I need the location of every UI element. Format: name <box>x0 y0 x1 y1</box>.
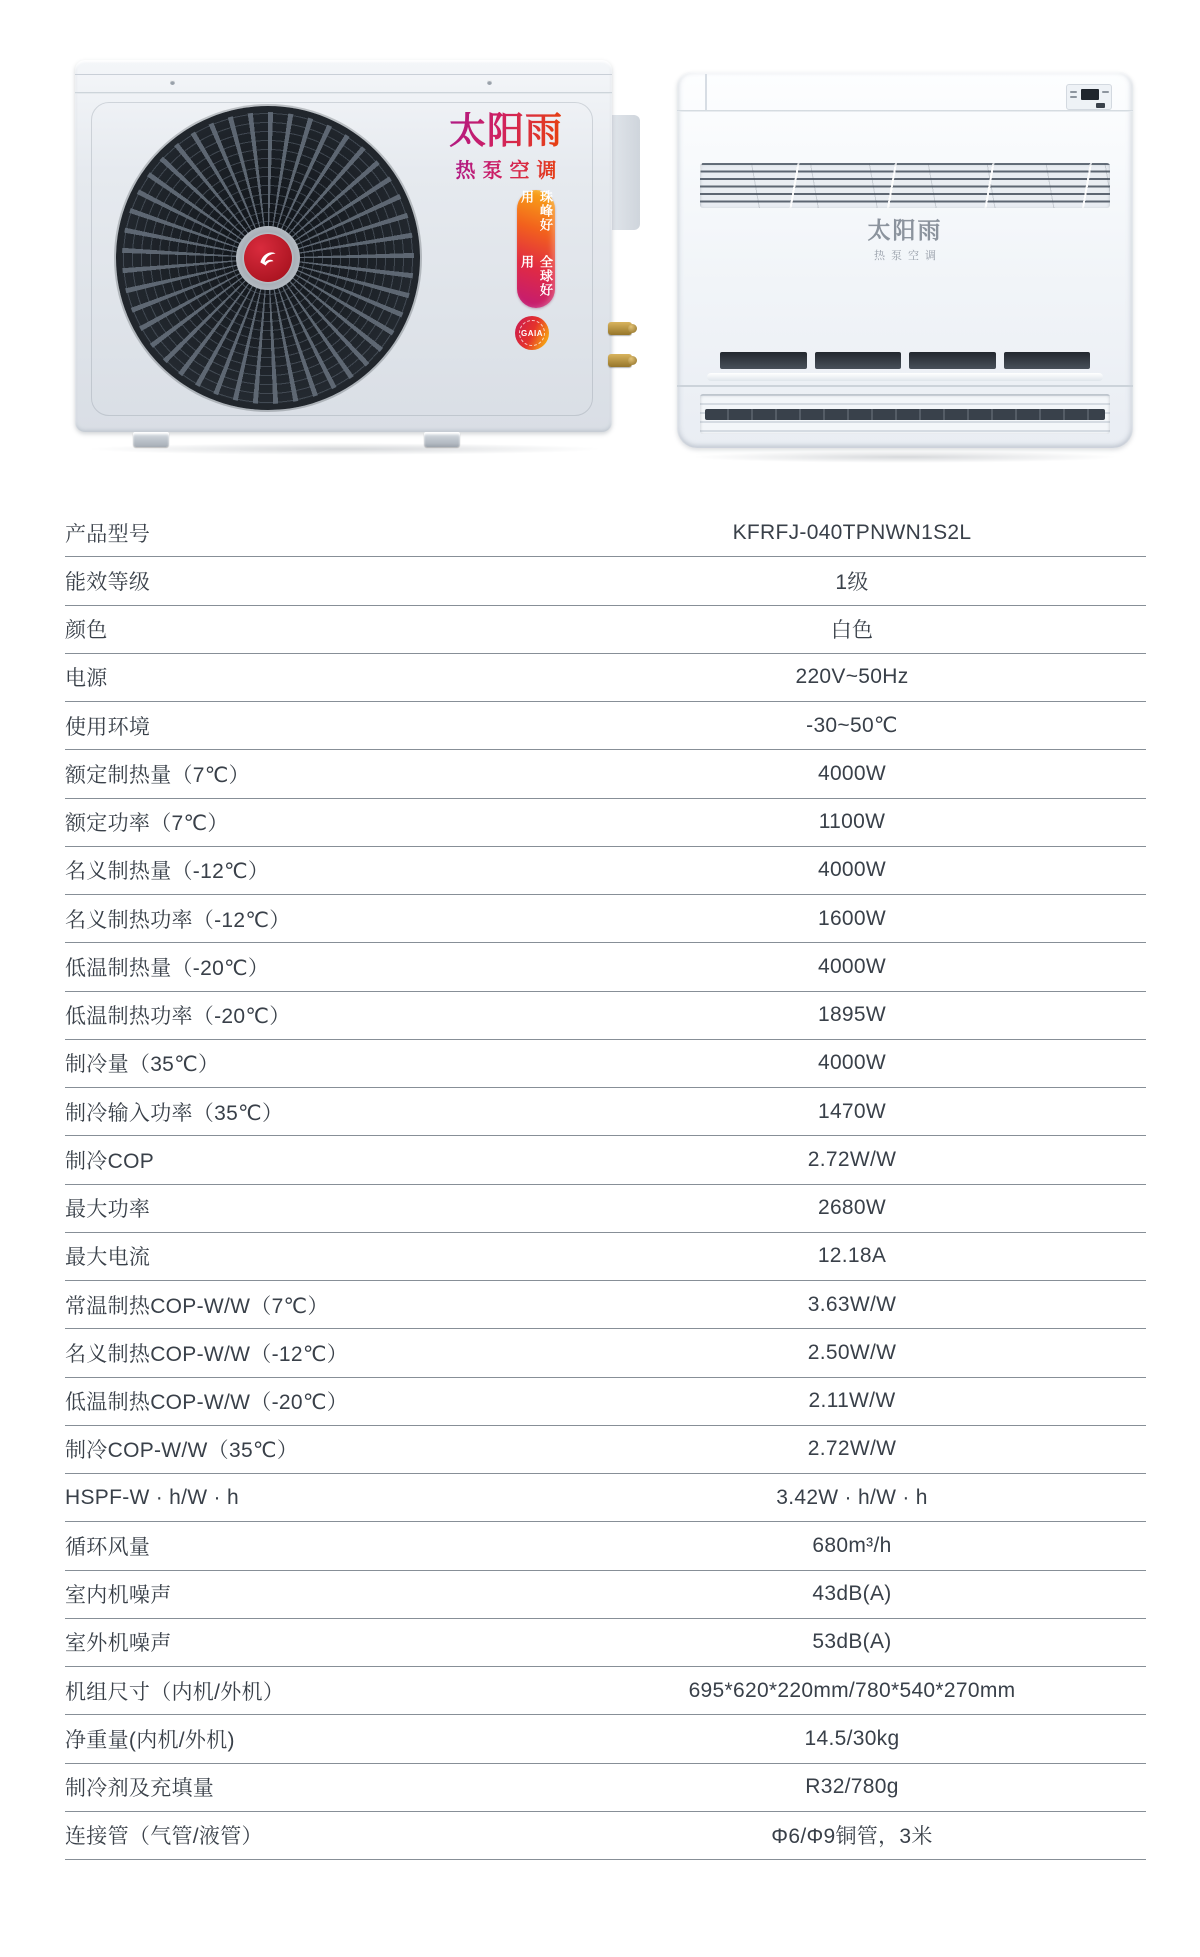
air-inlet-grille <box>700 163 1110 208</box>
spec-label: 额定功率（7℃） <box>65 812 229 836</box>
spec-row <box>65 1329 1146 1377</box>
spec-value: 2.72W/W <box>807 1147 897 1171</box>
spec-label: 最大功率 <box>65 1198 151 1222</box>
spec-label: 连接管（气管/液管） <box>65 1825 263 1849</box>
spec-row <box>65 799 1146 847</box>
spec-label: 额定制热量（7℃） <box>65 763 250 787</box>
spec-row <box>65 1088 1146 1136</box>
spec-label: 低温制热COP-W/W（-20℃） <box>65 1391 349 1415</box>
spec-row <box>65 1474 1146 1522</box>
spec-label: 名义制热功率（-12℃） <box>65 908 291 932</box>
spec-label: 低温制热量（-20℃） <box>65 956 270 980</box>
spec-label: 室外机噪声 <box>65 1632 172 1656</box>
spec-value: 1级 <box>835 570 869 594</box>
control-button <box>1096 103 1105 108</box>
spec-label: 机组尺寸（内机/外机） <box>65 1680 285 1704</box>
outdoor-unit-photo <box>75 60 612 432</box>
spec-value: 695*620*220mm/780*540*270mm <box>688 1678 1016 1702</box>
spec-value: -30~50℃ <box>806 714 898 738</box>
spec-row <box>65 992 1146 1040</box>
spec-label: 名义制热量（-12℃） <box>65 860 270 884</box>
spec-label: 净重量(内机/外机) <box>65 1728 235 1752</box>
control-label <box>1070 91 1077 93</box>
spec-value: 2.11W/W <box>808 1389 896 1413</box>
spec-row <box>65 750 1146 798</box>
spec-value: 4000W <box>817 954 887 978</box>
indoor-unit-photo <box>677 72 1133 448</box>
spec-value: 14.5/30kg <box>804 1726 900 1750</box>
spec-row <box>65 1233 1146 1281</box>
refrigerant-valve-icon <box>608 354 632 367</box>
spec-row <box>65 943 1146 991</box>
spec-value: 1895W <box>817 1003 887 1027</box>
spec-value: 220V~50Hz <box>795 665 909 689</box>
spec-label: 常温制热COP-W/W（7℃） <box>65 1294 329 1318</box>
bottom-grille-band <box>705 409 1105 420</box>
spec-label: 颜色 <box>65 619 108 643</box>
spec-value: KFRFJ-040TPNWN1S2L <box>732 520 972 544</box>
spec-label: 能效等级 <box>65 570 151 594</box>
spec-label: 制冷输入功率（35℃） <box>65 1101 284 1125</box>
slogan-badge <box>517 190 555 308</box>
spec-row <box>65 1812 1146 1860</box>
spec-label: 制冷剂及充填量 <box>65 1777 215 1801</box>
spec-value: R32/780g <box>805 1775 899 1799</box>
spec-row <box>65 1571 1146 1619</box>
spec-value: 53dB(A) <box>812 1630 892 1654</box>
control-panel <box>1066 84 1112 110</box>
spec-label: 使用环境 <box>65 715 151 739</box>
spec-value: 2.50W/W <box>807 1340 897 1364</box>
spec-value: 1600W <box>817 906 887 930</box>
spec-value: 4000W <box>817 1051 887 1075</box>
refrigerant-valve-icon <box>608 322 632 335</box>
spec-label: 制冷COP-W/W（35℃） <box>65 1439 299 1463</box>
spec-row <box>65 606 1146 654</box>
spec-label: 电源 <box>65 667 108 691</box>
spec-value: Φ6/Φ9铜管，3米 <box>771 1825 933 1849</box>
air-outlet <box>720 352 1090 369</box>
spec-value: 43dB(A) <box>812 1582 892 1606</box>
spec-label: 产品型号 <box>65 522 151 546</box>
spec-row <box>65 1764 1146 1812</box>
indoor-cap-seam <box>677 110 1133 112</box>
spec-row <box>65 509 1146 557</box>
spec-label: 最大电流 <box>65 1246 151 1270</box>
air-outlet-lip <box>707 373 1103 381</box>
spec-value: 白色 <box>830 619 874 643</box>
spec-value: 3.42W · h/W · h <box>776 1485 928 1509</box>
fan-hub-logo-icon <box>244 234 292 282</box>
spec-row <box>65 654 1146 702</box>
spec-value: 4000W <box>817 761 887 785</box>
spec-value: 4000W <box>817 858 887 882</box>
spec-row <box>65 1715 1146 1763</box>
indoor-lid-seam <box>705 74 707 110</box>
spec-value: 1470W <box>817 1099 887 1123</box>
spec-label: 制冷COP <box>65 1149 155 1173</box>
spec-label: HSPF-W · h/W · h <box>65 1485 239 1509</box>
spec-value: 1100W <box>818 810 886 834</box>
spec-row <box>65 557 1146 605</box>
gaia-label: GAIA <box>519 320 545 346</box>
brand-subtitle: 热泵空调 <box>874 250 942 262</box>
spec-label: 名义制热COP-W/W（-12℃） <box>65 1342 349 1366</box>
bottom-grille <box>700 394 1110 434</box>
fan-hub <box>236 226 300 290</box>
spec-value: 680m³/h <box>812 1533 892 1557</box>
slogan-line2: 全球好用 <box>519 254 553 297</box>
spec-label: 循环风量 <box>65 1535 151 1559</box>
spec-row <box>65 1281 1146 1329</box>
brand-subtitle: 热泵空调 <box>445 154 574 183</box>
indoor-body-seam <box>677 385 1133 387</box>
spec-label: 低温制热功率（-20℃） <box>65 1005 291 1029</box>
gaia-badge <box>515 316 549 350</box>
spec-row <box>65 1185 1146 1233</box>
spec-row <box>65 1378 1146 1426</box>
outdoor-shadow <box>85 443 605 455</box>
control-label <box>1102 91 1109 93</box>
spec-row <box>65 1522 1146 1570</box>
spec-value: 3.63W/W <box>807 1292 897 1316</box>
spec-row <box>65 1426 1146 1474</box>
spec-row <box>65 1667 1146 1715</box>
spec-row <box>65 1040 1146 1088</box>
brand-name: 太阳雨 <box>867 217 943 243</box>
brand-name: 太阳雨 <box>438 112 574 151</box>
control-display <box>1081 89 1099 100</box>
spec-row <box>65 1619 1146 1667</box>
slogan-line1: 珠峰好用 <box>519 190 553 232</box>
spec-row <box>65 847 1146 895</box>
spec-row <box>65 702 1146 750</box>
brand-logo-outdoor <box>438 112 574 183</box>
spec-row <box>65 1136 1146 1184</box>
spec-value: 2680W <box>817 1196 887 1220</box>
spec-table <box>65 509 1146 1860</box>
control-label <box>1070 96 1077 98</box>
brand-logo-indoor <box>677 212 1133 263</box>
outdoor-top-seam <box>75 74 612 75</box>
outdoor-cap-seam <box>75 92 612 94</box>
indoor-shadow <box>690 451 1120 463</box>
outdoor-fan-grille <box>116 106 420 410</box>
spec-label: 制冷量（35℃） <box>65 1053 220 1077</box>
spec-row <box>65 895 1146 943</box>
spec-value: 12.18A <box>817 1244 887 1268</box>
spec-value: 2.72W/W <box>807 1437 897 1461</box>
spec-label: 室内机噪声 <box>65 1584 172 1608</box>
screw-icon <box>487 80 492 85</box>
screw-icon <box>170 80 175 85</box>
